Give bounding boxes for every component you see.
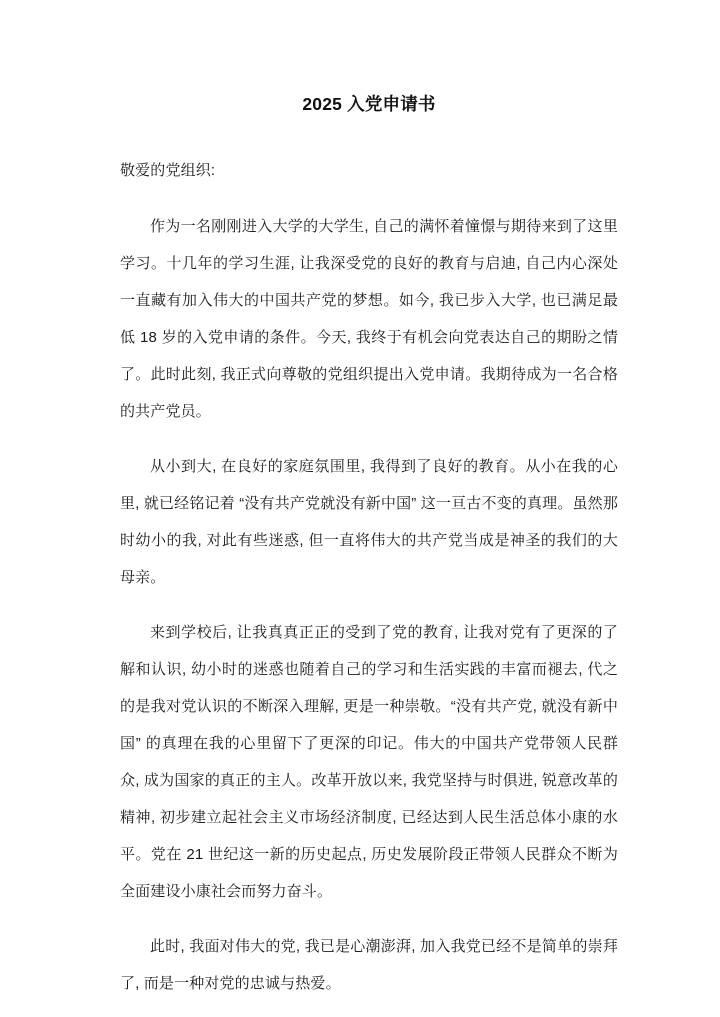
body-paragraph-2: 从小到大, 在良好的家庭氛围里, 我得到了良好的教育。从小在我的心里, 就已经铭记着 “没有共产党就没有新中国” 这一亘古不变的真理。虽然那时幼小的我, 对此有些迷惑, 但一直将伟大的共产党当成是神圣的我们的大母亲。 <box>120 457 618 586</box>
salutation-line: 敬爱的党组织: <box>120 161 216 179</box>
document-body <box>120 0 618 1002</box>
page-title: 2025 入党申请书 <box>302 94 436 114</box>
body-paragraph-3: 来到学校后, 让我真真正正的受到了党的教育, 让我对党有了更深的了解和认识, 幼小时的迷惑也随着自己的学习和生活实践的丰富而褪去, 代之的是我对党认识的不断深入理解, 更是一种崇敬。“没有共产党, 就没有新中国” 的真理在我的心里留下了更深的印记。伟大的中国共产党带领人民群众, 成为国家的真正的主人。改革开放以来, 我党坚持与时俱进, 锐意改革的精神, 初步建立起社会主义市场经济制度, 已经达到人民生活总体小康的水平。党在 21 世纪这一新的历史起点, 历史发展阶段正带领人民群众不断为全面建设小康社会而努力奋斗。 <box>120 623 618 900</box>
body-paragraph-1: 作为一名刚刚进入大学的大学生, 自己的满怀着憧憬与期待来到了这里学习。十几年的学习生涯, 让我深受党的良好的教育与启迪, 自己内心深处一直藏有加入伟大的中国共产党的梦想。如今, 我已步入大学, 也已满足最低 18 岁的入党申请的条件。今天, 我终于有机会向党表达自己的期盼之情了。此时此刻, 我正式向尊敬的党组织提出入党申请。我期待成为一名合格的共产党员。 <box>120 217 618 420</box>
body-paragraph-4: 此时, 我面对伟大的党, 我已是心潮澎湃, 加入我党已经不是简单的崇拜了, 而是一种对党的忠诚与热爱。 <box>120 937 618 992</box>
